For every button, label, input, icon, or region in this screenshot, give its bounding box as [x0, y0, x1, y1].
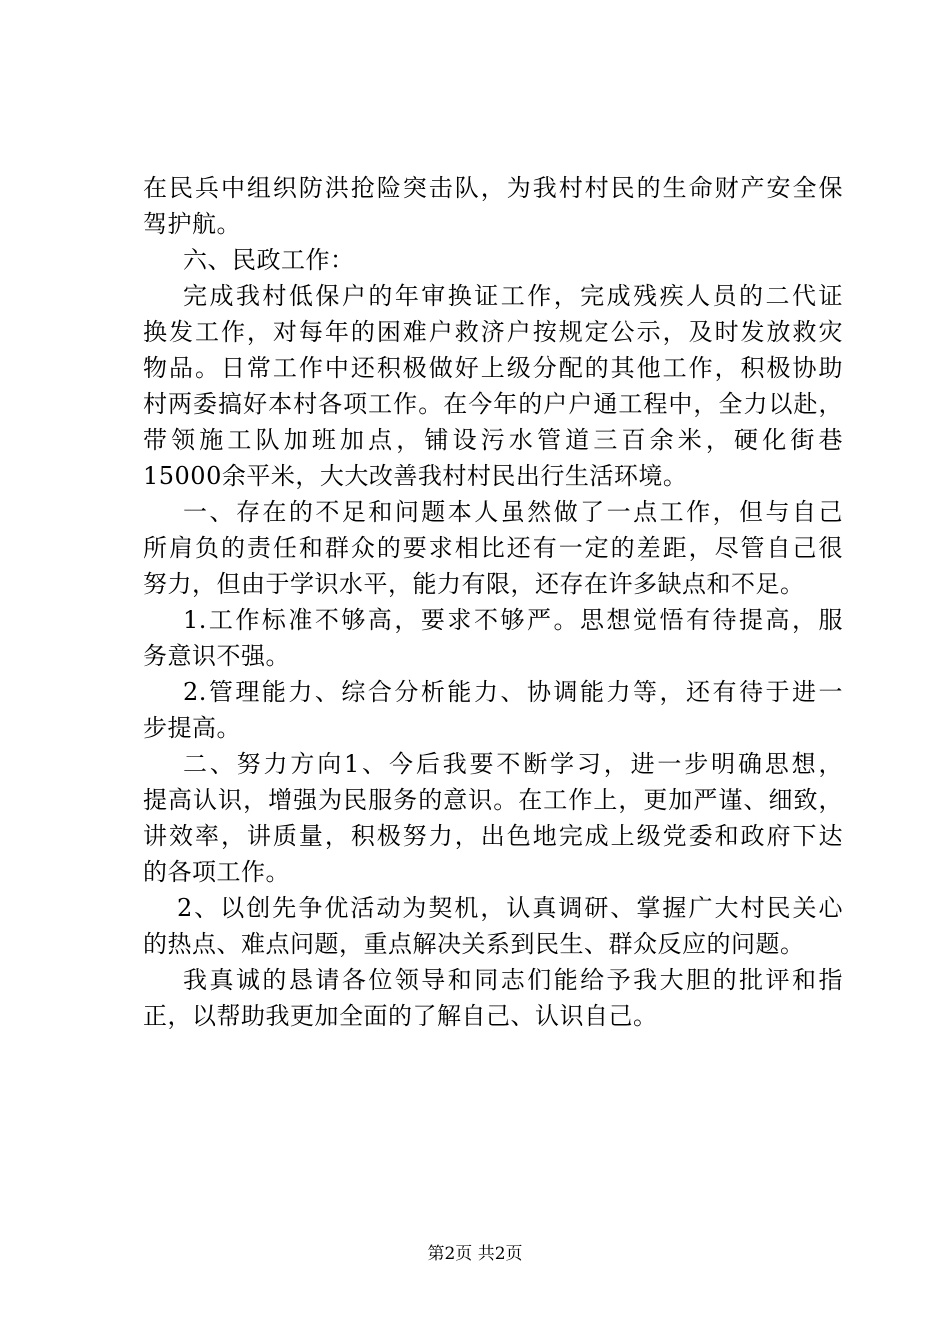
- text-line: 完成我村低保户的年审换证工作，完成残疾人员的二代证: [183, 282, 843, 310]
- text-line: 讲效率，讲质量，积极努力，出色地完成上级党委和政府下达: [143, 822, 843, 850]
- text-line: 2.管理能力、综合分析能力、协调能力等，还有待于进一: [183, 678, 843, 706]
- text-line: 的各项工作。: [143, 858, 290, 886]
- text-line: 带领施工队加班加点，铺设污水管道三百余米，硬化街巷: [143, 426, 843, 454]
- text-line: 二、努力方向1、今后我要不断学习，进一步明确思想，: [183, 750, 843, 778]
- text-line: 步提高。: [143, 714, 241, 742]
- text-line: 的热点、难点问题，重点解决关系到民生、群众反应的问题。: [143, 930, 805, 958]
- text-line: 努力，但由于学识水平，能力有限，还存在许多缺点和不足。: [143, 570, 805, 598]
- text-line: 六、民政工作：: [183, 246, 355, 274]
- text-line: 我真诚的恳请各位领导和同志们能给予我大胆的批评和指: [183, 966, 843, 994]
- text-line: 物品。日常工作中还积极做好上级分配的其他工作，积极协助: [143, 354, 843, 382]
- text-line: 驾护航。: [143, 210, 241, 238]
- text-line: 2、以创先争优活动为契机，认真调研、掌握广大村民关心: [177, 894, 843, 922]
- text-line: 所肩负的责任和群众的要求相比还有一定的差距，尽管自己很: [143, 534, 843, 562]
- text-line: 务意识不强。: [143, 642, 290, 670]
- text-line: 提高认识，增强为民服务的意识。在工作上，更加严谨、细致，: [143, 786, 843, 814]
- text-line: 村两委搞好本村各项工作。在今年的户户通工程中，全力以赴，: [143, 390, 843, 418]
- text-line: 1.工作标准不够高，要求不够严。思想觉悟有待提高，服: [183, 606, 843, 634]
- text-line: 换发工作，对每年的困难户救济户按规定公示，及时发放救灾: [143, 318, 843, 346]
- document-body: [143, 170, 843, 1034]
- text-line: 15000余平米，大大改善我村村民出行生活环境。: [143, 462, 688, 490]
- page-number-footer: 第2页 共2页: [427, 1244, 523, 1264]
- text-line: 一、存在的不足和问题本人虽然做了一点工作，但与自己: [183, 498, 843, 526]
- text-line: 正，以帮助我更加全面的了解自己、认识自己。: [143, 1002, 658, 1030]
- text-line: 在民兵中组织防洪抢险突击队，为我村村民的生命财产安全保: [143, 174, 843, 202]
